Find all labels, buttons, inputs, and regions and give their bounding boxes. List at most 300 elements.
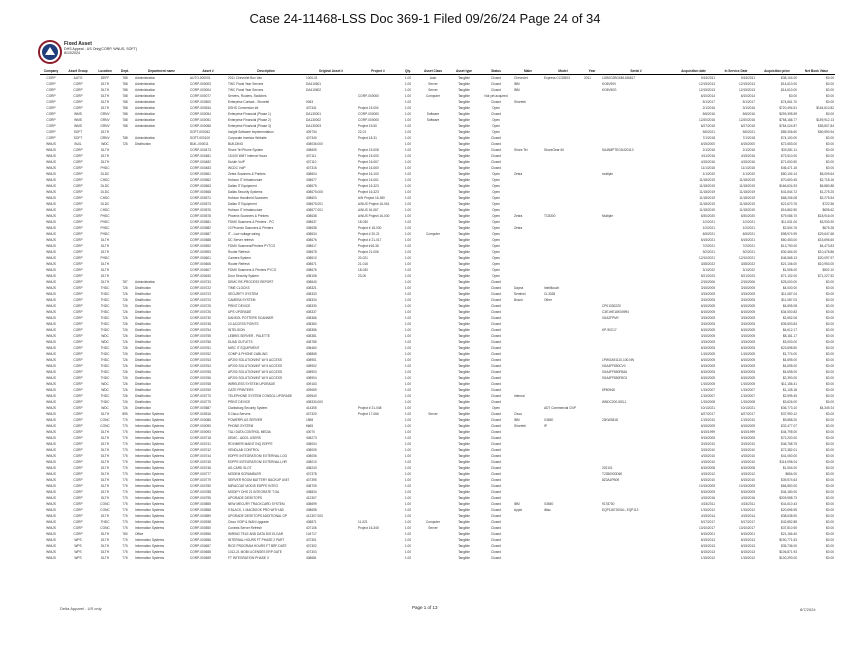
table-cell: Cisco VOIP & WAN Upgrade <box>228 520 269 524</box>
table-cell: CORP <box>73 514 83 518</box>
table-cell: CORP <box>46 136 56 140</box>
table-cell: Closed <box>491 460 501 464</box>
table-cell: WNUS <box>46 178 56 182</box>
table-cell: $36,773.10 <box>781 406 797 410</box>
table-cell: CORP-000769 <box>190 388 211 392</box>
table-cell: Distribution <box>135 358 151 362</box>
table-cell: DA410602 <box>306 88 322 92</box>
table-cell: WNUS <box>46 376 56 380</box>
company-logo <box>38 40 62 64</box>
table-cell: 408010 <box>306 460 317 464</box>
table-cell: CORP-000777 <box>190 472 211 476</box>
table-cell: Computer <box>426 520 440 524</box>
table-cell: MIRACOAT MODIS EDPFE INTEG <box>228 484 278 488</box>
table-cell: WNUS <box>46 328 56 332</box>
table-cell: Distribution <box>135 142 151 146</box>
table-cell: Tangible <box>458 88 470 92</box>
table-cell: Closed <box>491 328 501 332</box>
table-cell: POWERPLUS SERVER <box>228 418 263 422</box>
table-cell: CORP <box>73 316 83 320</box>
table-cell: CORP-000051 <box>190 118 211 122</box>
table-cell: Hobson IT Infrastructure <box>228 178 263 182</box>
table-cell: 6/15/2000 <box>740 142 755 146</box>
table-cell: 408273 <box>306 436 317 440</box>
table-cell: $42,852.85 <box>781 520 797 524</box>
table-cell: 1/15/2005 <box>740 352 755 356</box>
table-cell: $73,510.00 <box>781 154 797 158</box>
table-cell: $0.00 <box>826 442 834 446</box>
table-cell: DLDC <box>100 202 110 206</box>
table-cell: SERVER ROOM BATTERY BACKUP UNIT <box>228 478 290 482</box>
table-cell: $0.00 <box>826 478 834 482</box>
table-cell: 10/10/2017 <box>699 526 715 530</box>
table-cell: $0.00 <box>826 148 834 152</box>
table-cell: $0.00 <box>826 382 834 386</box>
table-cell: CORP-000563 <box>190 184 211 188</box>
table-cell: 5/17/2017 <box>740 520 755 524</box>
table-cell: 1.00 <box>404 340 412 344</box>
table-cell: Open <box>492 232 500 236</box>
table-cell: $32,477.07 <box>781 424 797 428</box>
table-cell: Closed <box>491 310 501 314</box>
column-header: Acquisition price <box>756 68 798 75</box>
table-cell: CORP-000004 <box>190 88 211 92</box>
table-cell: $0.00 <box>826 310 834 314</box>
table-cell: CORP <box>73 190 83 194</box>
table-cell: $0.00 <box>826 514 834 518</box>
table-cell: DLTH <box>100 490 110 494</box>
table-cell: 1.00 <box>404 358 412 362</box>
table-cell: WNUS <box>46 148 56 152</box>
table-cell: WNUS <box>46 172 56 176</box>
table-cell: DA130001 <box>306 112 322 116</box>
table-cell: CORP-000576 <box>190 208 211 212</box>
table-cell: $164,610.82 <box>816 106 834 110</box>
table-cell: Project #16-36 <box>358 244 379 248</box>
table-cell: Tangible <box>458 412 470 416</box>
table-cell: WPS <box>74 550 82 554</box>
table-cell: WNUS <box>46 412 56 416</box>
table-cell: WNUS <box>46 286 56 290</box>
table-cell: THDC <box>100 304 110 308</box>
table-cell: 6/27/2015 <box>740 124 755 128</box>
table-cell: $14,610.00 <box>781 82 797 86</box>
table-cell: Tangible <box>458 274 470 278</box>
table-cell: $41,050.00 <box>781 454 797 458</box>
table-cell: 4/15/2014 <box>740 514 755 518</box>
table-cell: $1,504.00 <box>782 466 797 470</box>
table-cell: $1,275.20 <box>819 190 834 194</box>
table-cell: 4/15/2011 <box>701 502 715 506</box>
table-cell: Open <box>492 184 500 188</box>
table-cell: CORP <box>73 214 83 218</box>
table-cell: 11/18/2019 <box>699 196 715 200</box>
table-cell: 6/10/2014 <box>700 94 715 98</box>
table-cell: Tangible <box>458 526 470 530</box>
table-cell: Tangible <box>458 82 470 86</box>
table-cell: WNUS <box>46 184 56 188</box>
table-cell: 407320 <box>306 412 317 416</box>
table-cell: $37,990.12 <box>781 412 797 416</box>
table-cell: 6/27/2015 <box>700 124 715 128</box>
table-cell: $209,558.73 <box>779 496 797 500</box>
table-cell: 775 <box>122 538 128 542</box>
table-cell: Administration <box>135 112 156 116</box>
table-cell: WNUS <box>46 202 56 206</box>
table-cell: Bosch <box>514 298 523 302</box>
table-cell: CORP-000855 <box>190 502 211 506</box>
table-cell: DANSOL POTTERS SCANNER <box>228 316 274 320</box>
table-cell: 3/1/2022 <box>742 268 755 272</box>
table-cell: 1.00 <box>404 106 412 110</box>
table-cell: $38,104.00 <box>781 76 797 80</box>
table-cell: CORP <box>73 424 83 428</box>
table-cell: 12/15/2013 <box>699 82 715 86</box>
table-cell: WDC <box>101 388 109 392</box>
table-cell: 408671 <box>306 262 317 266</box>
table-cell: Enterprise Financial (Phase 1) <box>228 112 271 116</box>
table-cell: 11/18/2019 <box>739 184 755 188</box>
table-cell: 726 <box>122 316 128 320</box>
table-cell: 408006 <box>306 454 317 458</box>
table-cell: CORP <box>73 94 83 98</box>
table-cell: CORP <box>73 274 83 278</box>
table-cell: WNUS <box>46 514 56 518</box>
table-cell: CORP <box>73 406 83 410</box>
table-cell: $4,695.00 <box>782 358 797 362</box>
table-cell: 6/15/2005 <box>700 304 715 308</box>
table-cell: Dallas IT Equipment <box>228 202 257 206</box>
table-cell: 3/15/2005 <box>700 334 715 338</box>
table-cell: 3/15/2005 <box>740 286 755 290</box>
table-cell: 788 <box>122 94 128 98</box>
table-cell: WPS <box>74 556 82 560</box>
table-cell: Closed <box>491 100 501 104</box>
table-cell: 1.00 <box>404 334 412 338</box>
table-cell: CORP-000003 <box>190 82 211 86</box>
table-cell: 3/15/2005 <box>700 322 715 326</box>
table-cell: CORP-000000 <box>358 112 379 116</box>
table-cell: CORP-000066 <box>190 124 211 128</box>
table-cell: DA130003 <box>306 124 322 128</box>
table-cell: 408675 <box>306 184 317 188</box>
table-cell: Tangible <box>458 238 470 242</box>
table-cell: 1.00 <box>404 94 412 98</box>
table-cell: 1/15/2007 <box>700 388 715 392</box>
table-cell: Tangible <box>458 298 470 302</box>
table-cell: Tangible <box>458 508 470 512</box>
table-cell: 6/15/2013 <box>700 550 715 554</box>
table-cell: Distribution <box>135 292 151 296</box>
table-cell: 775 <box>122 490 128 494</box>
table-cell: 18-030 <box>358 220 368 224</box>
table-cell: Information Systems <box>135 448 165 452</box>
table-cell: $0.00 <box>826 298 834 302</box>
page-number: Page 1 of 13 <box>412 605 438 610</box>
table-cell: CORP <box>73 172 83 176</box>
table-cell: $0.00 <box>826 364 834 368</box>
table-cell: 4/15/2016 <box>740 154 755 158</box>
table-cell: $0.00 <box>826 136 834 140</box>
table-cell: CORP <box>46 124 56 128</box>
table-cell: 4/15/2014 <box>700 514 715 518</box>
table-cell: 4/15/2010 <box>700 454 715 458</box>
table-cell: $159,912.13 <box>816 118 834 122</box>
table-cell: Tangible <box>458 322 470 326</box>
table-cell: PRINT DEVICE <box>228 400 251 404</box>
table-cell: CONC <box>100 508 110 512</box>
table-cell: Computer <box>426 232 440 236</box>
table-cell: 408360 <box>306 322 317 326</box>
table-cell: 726 <box>122 394 128 398</box>
table-cell: $722.56 <box>822 202 834 206</box>
triangle-icon <box>45 47 55 55</box>
table-cell: EDPFE INTEGRATION/ EXTERNAL LHR <box>228 460 287 464</box>
table-cell: 3/15/2005 <box>700 340 715 344</box>
table-cell: ShoreGear 60 <box>544 148 565 152</box>
table-cell: Closed <box>491 466 501 470</box>
table-cell: DLTH <box>100 412 110 416</box>
column-header: Serial # <box>601 68 671 75</box>
table-cell: THDC <box>100 400 110 404</box>
table-cell: 6/30/2020 <box>700 214 715 218</box>
table-cell: Information Systems <box>135 526 165 530</box>
table-cell: CORP <box>73 352 83 356</box>
table-cell: THDC <box>100 364 110 368</box>
table-cell: Project 16-060 <box>358 166 379 170</box>
table-cell: 1.00 <box>404 520 412 524</box>
table-cell: Tangible <box>458 382 470 386</box>
table-cell: Project # 21-048 <box>358 406 382 410</box>
table-cell: CORP <box>73 328 83 332</box>
table-cell: Information Systems <box>135 496 165 500</box>
table-cell: 1/15/2012 <box>700 508 715 512</box>
table-cell: WNUS <box>46 370 56 374</box>
table-cell: 6/15/2005 <box>740 328 755 332</box>
table-cell: CORP <box>73 184 83 188</box>
table-cell: Closed <box>491 352 501 356</box>
table-cell: $0.00 <box>826 322 834 326</box>
table-cell: Open <box>492 226 500 230</box>
table-cell: 408634 <box>306 232 317 236</box>
table-cell: WNUS <box>46 208 56 212</box>
table-cell: 408356 <box>306 328 317 332</box>
table-cell: $41,844.72 <box>781 190 797 194</box>
table-cell: WNUS <box>46 502 56 506</box>
table-cell: Tangible <box>458 112 470 116</box>
table-cell: Project 16-345 <box>358 526 379 530</box>
table-cell: Distribution <box>135 382 151 386</box>
table-cell: 6/15/2005 <box>740 376 755 380</box>
table-cell: CORP-000724 <box>190 298 211 302</box>
table-cell: 9/2/2021 <box>742 250 755 254</box>
table-cell: 1/15/2012 <box>740 508 755 512</box>
table-cell: DLTH <box>100 550 110 554</box>
table-cell: Administration <box>135 76 156 80</box>
table-cell: WNUS <box>46 394 56 398</box>
table-cell: C3E1HE18K00994 <box>602 310 629 314</box>
table-cell: $0.00 <box>826 88 834 92</box>
table-cell: ROVIMER/ MAINT INQ EDPFE <box>228 442 273 446</box>
table-cell: 6/15/2001 <box>700 532 715 536</box>
table-cell: WNUS <box>46 508 56 512</box>
table-cell: 1.00 <box>404 532 412 536</box>
table-cell: Closed <box>491 514 501 518</box>
table-cell: Administration <box>135 106 156 110</box>
table-cell: 408638 <box>306 214 317 218</box>
table-cell: Dayna <box>514 286 524 290</box>
table-cell: 1.00 <box>404 112 412 116</box>
table-cell: Closed <box>491 376 501 380</box>
table-cell: CORP-000730 <box>190 316 211 320</box>
table-cell: 775 <box>122 556 128 560</box>
table-cell: MISC IT EQUIPMENT <box>228 346 260 350</box>
table-cell: $0.00 <box>826 460 834 464</box>
table-cell: CORP <box>73 346 83 350</box>
case-filing-header: Case 24-11468-LSS Doc 369-1 Filed 09/26/24 Page 24 of 34 <box>249 11 601 26</box>
table-cell: DEMC - ADD'L USERS <box>228 436 261 440</box>
table-cell: $0.00 <box>826 532 834 536</box>
table-cell: Tangible <box>458 478 470 482</box>
table-cell: Internal <box>514 394 525 398</box>
table-cell: 1.00 <box>404 220 412 224</box>
table-cell: Distribution <box>135 346 151 350</box>
table-cell: Information Systems <box>135 466 165 470</box>
table-cell: MODIFY DHS 21 INTEGRATE T.GA <box>228 490 280 494</box>
table-cell: 6/10/2014 <box>740 94 755 98</box>
table-cell: $2,718.16 <box>819 178 834 182</box>
table-cell: 10-ACCESS POINTS <box>228 322 259 326</box>
table-cell: CORP <box>73 202 83 206</box>
table-cell: CORP-000741 <box>190 442 211 446</box>
table-cell: DLTH <box>100 454 110 458</box>
table-cell: CORP <box>73 376 83 380</box>
table-cell: CORP-000780 <box>190 484 211 488</box>
table-cell: 1.00 <box>404 454 412 458</box>
table-cell: DEMC RE-PROCESS REPORT <box>228 280 274 284</box>
table-cell: DLTH <box>100 160 110 164</box>
table-cell: 1.00 <box>404 514 412 518</box>
table-cell: 12/15/2013 <box>739 82 755 86</box>
table-cell: CORP-000483 <box>190 166 211 170</box>
table-cell: Corporate Investor Website <box>228 136 267 140</box>
table-cell: 3/15/2005 <box>700 316 715 320</box>
table-cell: 1.00 <box>404 406 412 410</box>
table-cell: 1012-21 MOBI LICENSES ERP DATE <box>228 550 282 554</box>
table-cell: Shoretel <box>514 100 526 104</box>
table-cell: 6/15/2005 <box>740 370 755 374</box>
table-cell: CORP <box>73 394 83 398</box>
table-cell: EDPFE INTEGRATION/ EXTERNAL LOG <box>228 454 288 458</box>
table-cell: CORP <box>73 490 83 494</box>
table-cell: $0.00 <box>826 112 834 116</box>
table-cell: Tangible <box>458 448 470 452</box>
table-cell: 726 <box>122 376 128 380</box>
table-cell: Server <box>428 412 438 416</box>
table-cell: CORP-000770 <box>190 394 211 398</box>
table-cell: WMS <box>74 112 82 116</box>
table-cell: CORP <box>73 442 83 446</box>
table-cell: Router Refresh <box>228 250 250 254</box>
table-cell: WNUS <box>46 472 56 476</box>
table-cell: 1/1/2020 <box>702 172 715 176</box>
table-cell: Tangible <box>458 316 470 320</box>
table-cell: Tangible <box>458 256 470 260</box>
table-cell: 6/15/2013 <box>700 538 715 542</box>
table-cell: 3/15/2005 <box>740 292 755 296</box>
table-cell: 1.00 <box>404 190 412 194</box>
table-cell: KP-90C17 <box>602 328 617 332</box>
table-cell: 7/1/2018 <box>702 136 715 140</box>
table-cell: Closed <box>491 502 501 506</box>
table-cell: $0.00 <box>826 400 834 404</box>
table-cell: 6/15/2009 <box>700 424 715 428</box>
table-cell: THDC <box>100 376 110 380</box>
table-cell: 1/15/2012 <box>700 556 715 560</box>
table-cell: CORP-000748 <box>190 322 211 326</box>
table-cell: 3/15/2010 <box>740 448 755 452</box>
table-cell: WNUS <box>46 274 56 278</box>
table-cell: Tangible <box>458 490 470 494</box>
table-cell: Information Systems <box>135 556 165 560</box>
table-cell: DC Server refresh <box>228 238 254 242</box>
table-cell: CHDC <box>100 178 110 182</box>
table-cell: Closed <box>491 340 501 344</box>
table-cell: DLTH <box>100 100 110 104</box>
table-cell: 1000-01 <box>306 76 318 80</box>
table-cell: CORP-000779 <box>190 478 211 482</box>
table-cell: 726 <box>122 352 128 356</box>
table-cell: DLDC <box>100 172 110 176</box>
table-cell: $71,227.52 <box>818 274 834 278</box>
table-cell: CORP-000562 <box>190 178 211 182</box>
table-cell: CORP <box>73 472 83 476</box>
table-cell: $21,106.00 <box>781 262 797 266</box>
table-cell: Server <box>428 82 438 86</box>
table-cell: $37,810.90 <box>781 526 797 530</box>
table-cell: 408243 <box>306 466 317 470</box>
table-cell: 775 <box>122 442 128 446</box>
table-cell: CORP-000630 <box>190 274 211 278</box>
table-cell: DLTH <box>100 538 110 542</box>
table-cell: 726 <box>122 358 128 362</box>
report-date: 8/13/2024 <box>64 51 80 55</box>
table-cell: $0.00 <box>826 526 834 530</box>
report-title: Fixed Asset <box>64 41 92 47</box>
table-cell: CORP-000573 <box>190 202 211 206</box>
table-cell: WNUS <box>46 250 56 254</box>
table-cell: CORP-000765 <box>190 370 211 374</box>
report-header <box>64 41 137 55</box>
table-cell: WNUS <box>46 142 56 146</box>
table-cell: WPS <box>74 538 82 542</box>
table-cell: $44,795.00 <box>781 430 797 434</box>
table-cell: 1.00 <box>404 130 412 134</box>
table-cell: 788 <box>122 82 128 86</box>
table-cell: Project 15-000 <box>358 154 379 158</box>
table-cell: 4/15/2016 <box>740 160 755 164</box>
table-cell: 1.00 <box>404 418 412 422</box>
table-cell: 1/15/2012 <box>740 556 755 560</box>
table-cell: Open <box>492 106 500 110</box>
table-cell: 11/18/2019 <box>739 208 755 212</box>
table-cell: Hobson Handheld Scanners <box>228 196 268 200</box>
table-cell: CORP-000745 <box>190 460 211 464</box>
table-cell: $0.00 <box>826 430 834 434</box>
table-cell: CORP <box>73 166 83 170</box>
table-cell: 1.00 <box>404 202 412 206</box>
table-cell: CORP-000859 <box>190 514 211 518</box>
